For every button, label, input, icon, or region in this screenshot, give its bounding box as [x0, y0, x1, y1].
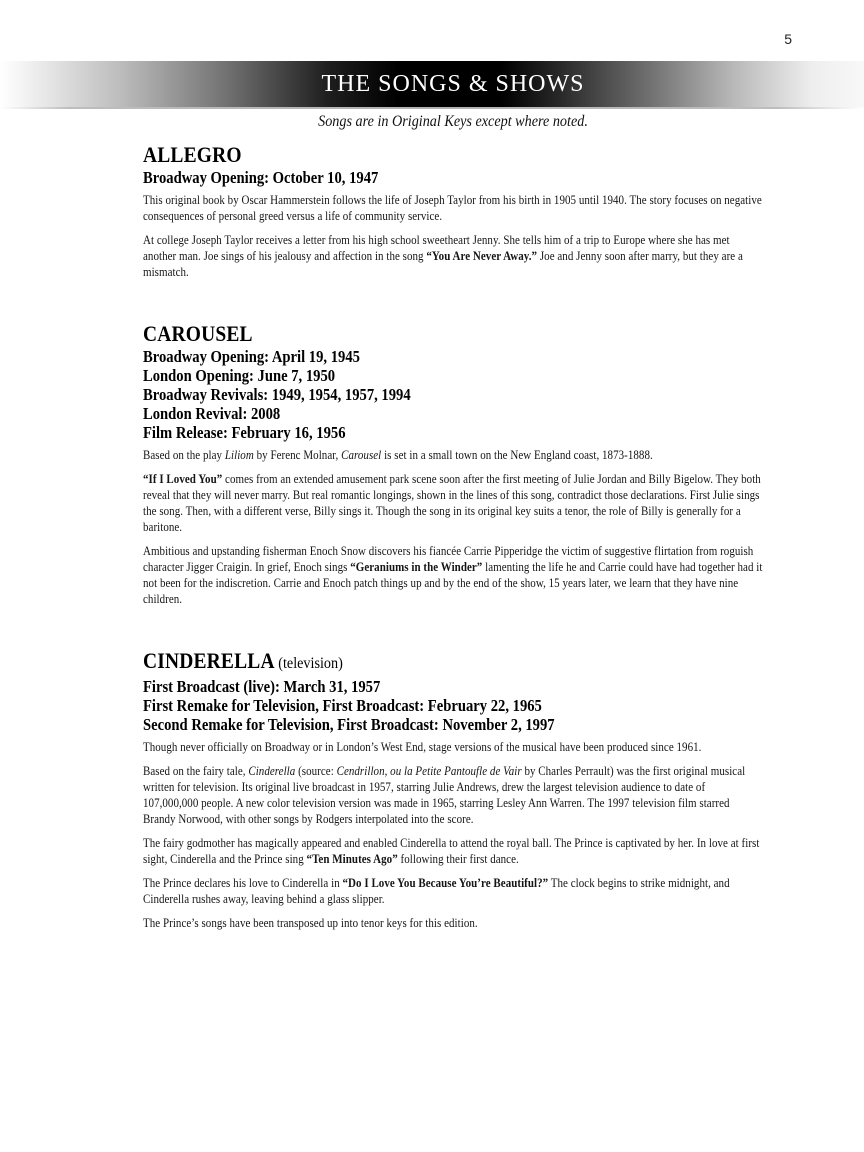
song-title-text: “Do I Love You Because You’re Beautiful?” — [342, 876, 549, 890]
show-meta — [143, 347, 763, 442]
song-title-text: “Geraniums in the Winder” — [350, 560, 483, 574]
meta-line: London Revival: 2008 — [143, 404, 281, 423]
meta-line: Film Release: February 16, 1956 — [143, 423, 346, 442]
meta-line: Broadway Opening: October 10, 1947 — [143, 168, 379, 187]
text-segment: Joe and Jenny soon after marry, but they are a mismatch. — [143, 249, 743, 279]
page-content — [143, 112, 763, 931]
text-segment: This original book by Oscar Hammerstein follows the life of Joseph Taylor from his birth in 1905 until 1940. The story focuses on negative consequences of personal greed versus a life of community service. — [143, 193, 762, 223]
text-segment: by Charles Perrault) was the first original musical written for television. Its original live broadcast in 1957, starring Julie Andrews, drew the largest television audience to date of 107,000,000 people. A new color television version was made in 1965, starring Lesley Ann Warren. The 1997 television film starred Brandy Norwood, with other songs by Rodgers interpolated into the score. — [143, 764, 746, 826]
section-header-title: THE SONGS & SHOWS — [321, 70, 585, 97]
text-segment: The Prince declares his love to Cinderella in — [143, 876, 343, 890]
text-segment: Carousel — [341, 448, 382, 462]
paragraph — [143, 739, 763, 755]
meta-line: London Opening: June 7, 1950 — [143, 366, 336, 385]
paragraph — [143, 232, 763, 280]
show-section — [143, 321, 763, 607]
text-segment: Ambitious and upstanding fisherman Enoch Snow discovers his fiancée Carrie Pipperidge the victim of suggestive flirtation from roguish character Jigger Craigin. In grief, Enoch sings — [143, 544, 754, 574]
song-title-text: “If I Loved You” — [143, 472, 223, 486]
show-title-text: CAROUSEL — [143, 321, 253, 346]
text-segment: Though never officially on Broadway or in London’s West End, stage versions of the musical have been produced since 1961. — [143, 740, 702, 754]
song-title-text: “Ten Minutes Ago” — [306, 852, 398, 866]
show-title — [143, 142, 763, 168]
text-segment: by Ferenc Molnar, — [253, 448, 342, 462]
paragraph — [143, 543, 763, 607]
show-sections — [143, 142, 763, 931]
text-segment: Cinderella — [248, 764, 296, 778]
text-segment: The Prince’s songs have been transposed up into tenor keys for this edition. — [143, 916, 478, 930]
text-segment: Based on the fairy tale, — [143, 764, 249, 778]
text-segment: following their first dance. — [397, 852, 519, 866]
text-segment: (source: — [295, 764, 337, 778]
text-segment: At college Joseph Taylor receives a letter from his high school sweetheart Jenny. She tells him of a trip to Europe where she has met another man. Joe sings of his jealousy and affection in the song — [143, 233, 730, 263]
paragraph — [143, 835, 763, 867]
text-segment: The fairy godmother has magically appeared and enabled Cinderella to attend the royal ball. The Prince is captivated by her. In love at first sight, Cinderella and the Prince sing — [143, 836, 760, 866]
show-section — [143, 142, 763, 280]
meta-line: Second Remake for Television, First Broadcast: November 2, 1997 — [143, 715, 555, 734]
text-segment: Liliom — [224, 448, 254, 462]
paragraph — [143, 447, 763, 463]
song-title-text: “You Are Never Away.” — [426, 249, 538, 263]
paragraph — [143, 875, 763, 907]
show-title-suffix: (television) — [274, 655, 343, 672]
paragraph — [143, 471, 763, 535]
show-title — [143, 648, 763, 677]
paragraph — [143, 192, 763, 224]
meta-line: First Broadcast (live): March 31, 1957 — [143, 677, 381, 696]
text-segment: The clock begins to strike midnight, and Cinderella rushes away, leaving behind a glass slipper. — [143, 876, 730, 906]
show-title-text: CINDERELLA — [143, 648, 275, 673]
text-segment: is set in a small town on the New England coast, 1873-1888. — [381, 448, 653, 462]
meta-line: First Remake for Television, First Broadcast: February 22, 1965 — [143, 696, 542, 715]
meta-line: Broadway Revivals: 1949, 1954, 1957, 1994 — [143, 385, 411, 404]
show-title-text: ALLEGRO — [143, 142, 242, 167]
text-segment: comes from an extended amusement park scene soon after the first meeting of Julie Jordan and Billy Bigelow. They both reveal that they will never marry. But real romantic longings, shown in the lines of this song, contradict those declarations. First Julie sings the song. Then, with a different verse, Billy sings it. Though the song in its original key suits a tenor, the role of Billy is generally for a baritone. — [143, 472, 761, 534]
show-title — [143, 321, 763, 347]
show-section — [143, 648, 763, 931]
text-segment: Based on the play — [143, 448, 225, 462]
show-meta — [143, 677, 763, 734]
text-segment: lamenting the life he and Carrie could have had together had it not been for the indiscretion. Carrie and Enoch patch things up and by the end of the show, 15 years later, we learn that they have nine children. — [143, 560, 763, 606]
meta-line: Broadway Opening: April 19, 1945 — [143, 347, 360, 366]
show-meta — [143, 168, 763, 187]
paragraph — [143, 763, 763, 827]
keys-note: Songs are in Original Keys except where noted. — [318, 113, 588, 130]
text-segment: Cendrillon, ou la Petite Pantoufle de Vair — [336, 764, 522, 778]
section-header-band — [0, 61, 864, 107]
page-number: 5 — [784, 31, 792, 47]
paragraph — [143, 915, 763, 931]
